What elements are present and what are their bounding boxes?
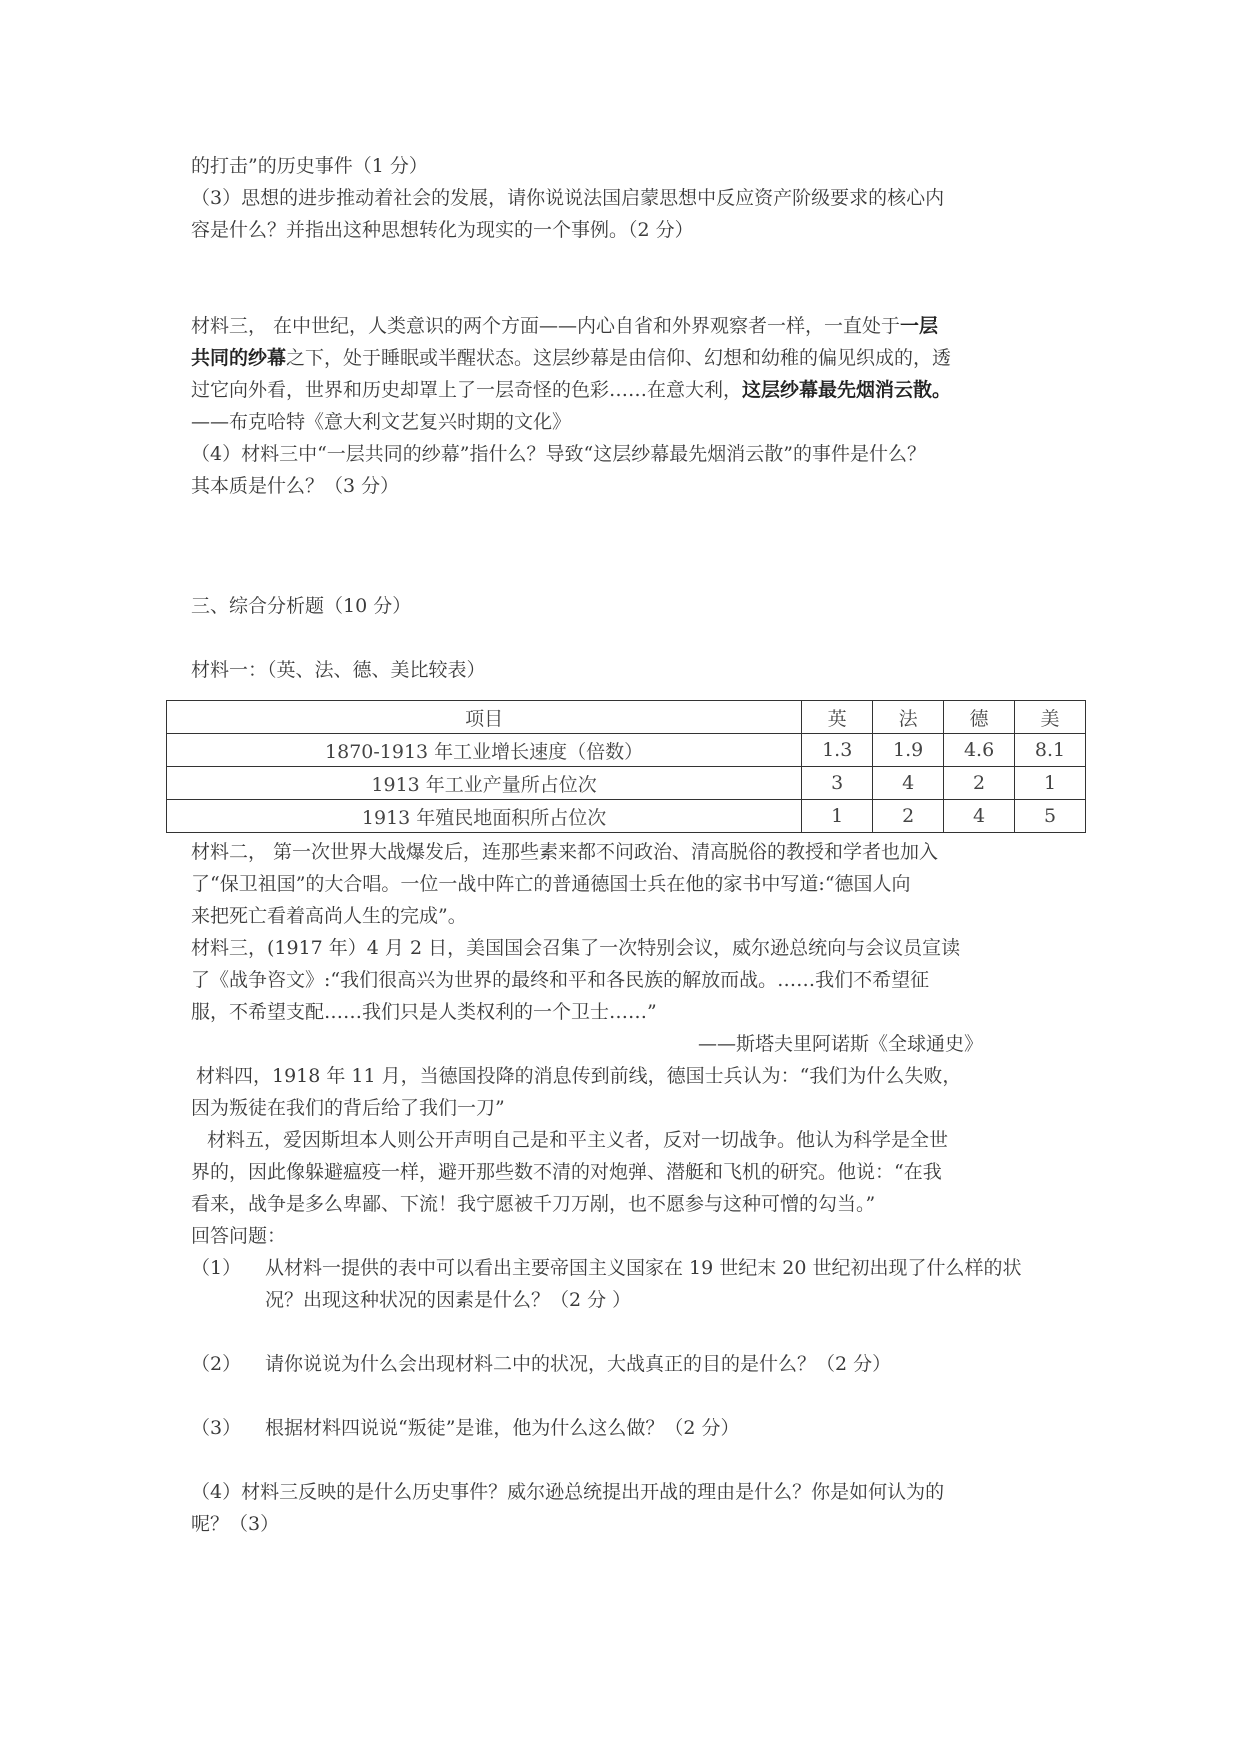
answer-heading: 回答问题： [191,1225,287,1247]
material-2-line: 材料二， 第一次世界大战爆发后，连那些素来都不问政治、清高脱俗的教授和学者也加入 [191,841,939,863]
question-1 [191,1252,1091,1316]
section-title: 三、综合分析题（10 分） [191,595,412,617]
table-cell: 4 [873,767,944,800]
text-line: 容是什么？并指出这种思想转化为现实的一个事例。（2 分） [191,219,694,241]
material-5-line: 材料五，爱因斯坦本人则公开声明自己是和平主义者，反对一切战争。他认为科学是全世 [207,1129,949,1151]
text-line: 的打击”的历史事件（1 分） [191,155,428,177]
table-cell: 1 [802,800,873,833]
material-3b-source: ——斯塔夫里阿诺斯《全球通史》 [697,1033,983,1055]
table-cell: 2 [873,800,944,833]
table-cell: 1 [1015,767,1086,800]
text-line: 其本质是什么？（3 分） [191,475,400,497]
question-number: （1） [191,1257,242,1279]
table-cell: 8.1 [1015,734,1086,767]
material-3-line: 材料三， 在中世纪，人类意识的两个方面——内心自省和外界观察者一样，一直处于一层 [191,315,939,337]
material-3-line: 过它向外看，世界和历史却罩上了一层奇怪的色彩……在意大利，这层纱幕最先烟消云散。 [191,379,952,401]
table-cell: 1913 年工业产量所占位次 [167,767,802,800]
question-3: （3）思想的进步推动着社会的发展，请你说说法国启蒙思想中反应资产阶级要求的核心内 [191,187,945,209]
material-4-line: 材料四，1918 年 11 月，当德国投降的消息传到前线，德国士兵认为：“我们为什么失败， [196,1065,962,1087]
table-cell: 4 [944,800,1015,833]
material-3b-line: 材料三，(1917 年）4 月 2 日，美国国会召集了一次特别会议，威尔逊总统向与会议员宣读 [191,937,961,959]
table-cell: 5 [1015,800,1086,833]
table-header-cell: 美 [1015,701,1086,734]
question-3b [191,1412,1091,1444]
question-number: （3） [191,1417,242,1439]
table-header-cell: 法 [873,701,944,734]
table-header-row [167,701,1086,734]
question-number: （2） [191,1353,242,1375]
question-2 [191,1348,1091,1380]
table-header-cell: 德 [944,701,1015,734]
table-cell: 2 [944,767,1015,800]
table-cell: 4.6 [944,734,1015,767]
table-cell: 1913 年殖民地面积所占位次 [167,800,802,833]
question-4: （4）材料三中“一层共同的纱幕”指什么？导致“这层纱幕最先烟消云散”的事件是什么？ [191,443,926,465]
material-1-caption: 材料一：（英、法、德、美比较表） [191,659,486,681]
table-cell: 3 [802,767,873,800]
material-5-line: 界的，因此像躲避瘟疫一样，避开那些数不清的对炮弹、潜艇和飞机的研究。他说：“在我 [191,1161,942,1183]
text-line: 呢？（3） [191,1513,280,1535]
question-text: 根据材料四说说“叛徒”是谁，他为什么这么做？（2 分） [265,1417,740,1439]
table-row [167,767,1086,800]
lower-section [191,836,1091,1540]
material-3b-line: 服，不希望支配……我们只是人类权利的一个卫士……” [191,1001,657,1023]
material-3-line: 共同的纱幕之下，处于睡眠或半醒状态。这层纱幕是由信仰、幻想和幼稚的偏见织成的，透 [191,347,952,369]
question-4b: （4）材料三反映的是什么历史事件？威尔逊总统提出开战的理由是什么？你是如何认为的 [191,1481,945,1503]
material-5-line: 看来，战争是多么卑鄙、下流！我宁愿被千刀万剐，也不愿参与这种可憎的勾当。” [191,1193,876,1215]
material-4-line: 因为叛徒在我们的背后给了我们一刀” [191,1097,505,1119]
table-header-cell: 项目 [167,701,802,734]
material-2-line: 来把死亡看着高尚人生的完成”。 [191,905,467,927]
question-text: 请你说说为什么会出现材料二中的状况，大战真正的目的是什么？（2 分） [265,1353,892,1375]
material-3b-line: 了《战争咨文》:“我们很高兴为世界的最终和平和各民族的解放而战。……我们不希望征 [191,969,930,991]
table-cell: 1870-1913 年工业增长速度（倍数） [167,734,802,767]
table-cell: 1.3 [802,734,873,767]
question-text: 从材料一提供的表中可以看出主要帝国主义国家在 19 世纪末 20 世纪初出现了什么样的状况？出现这种状况的因素是什么？（2 分 ） [265,1257,1022,1311]
upper-section [191,150,1061,686]
table-header-cell: 英 [802,701,873,734]
table-row [167,734,1086,767]
material-3-source: ——布克哈特《意大利文艺复兴时期的文化》 [191,411,572,433]
table-row [167,800,1086,833]
material-2-line: 了“保卫祖国”的大合唱。一位一战中阵亡的普通德国士兵在他的家书中写道:“德国人向 [191,873,911,895]
comparison-table [166,700,1086,833]
table-cell: 1.9 [873,734,944,767]
